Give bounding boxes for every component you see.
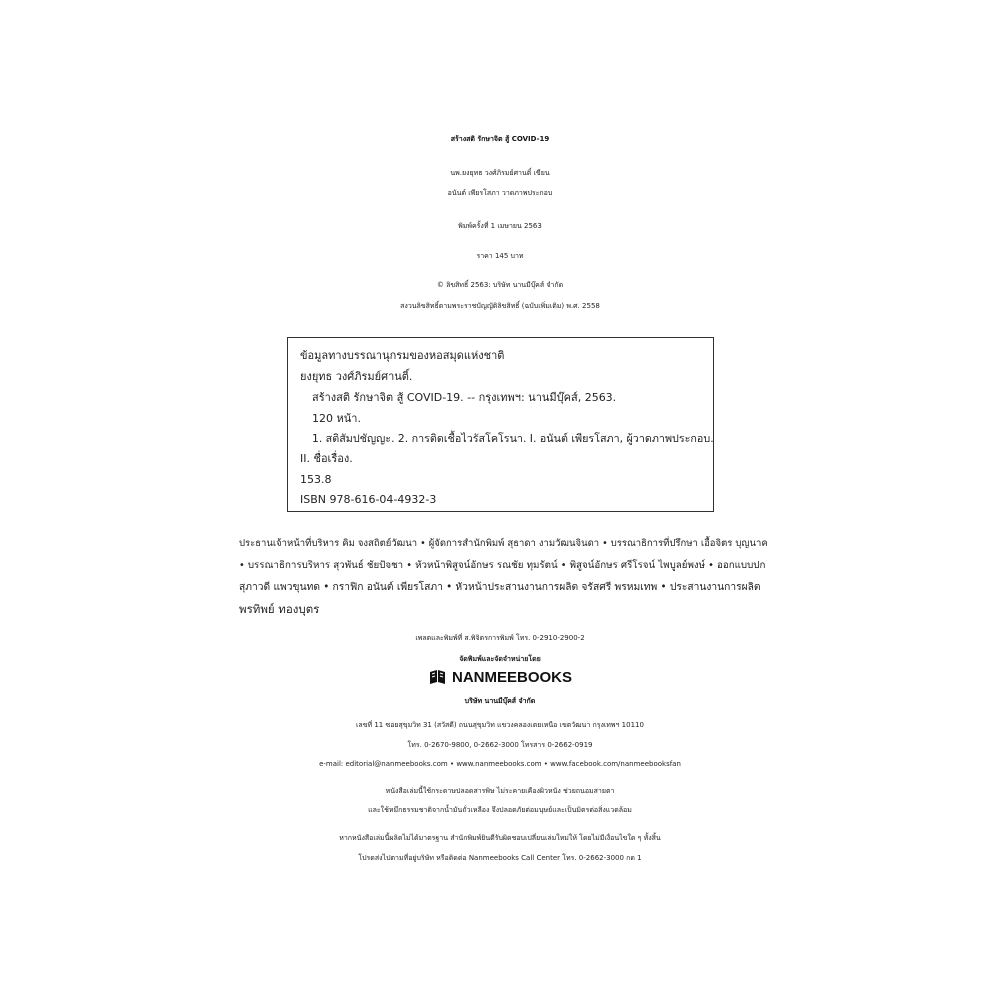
paper-note: และใช้หมึกธรรมชาติจากน้ำมันถั่วเหลือง จึงปลอดภัยต่อมนุษย์และเป็นมิตรต่อสิ่งแวดล้อม [368, 806, 632, 814]
author-credit: นพ.ยงยุทธ วงศ์ภิรมย์ศานติ์ เขียน [450, 169, 550, 177]
printer-info: เพลตและพิมพ์ที่ ส.พิจิตรการพิมพ์ โทร. 0-2910-2900-2 [415, 634, 585, 642]
illustrator-credit: อนันต์ เพียรโสภา วาดภาพประกอบ [447, 189, 553, 197]
catalog-line: ข้อมูลทางบรรณานุกรมของหอสมุดแห่งชาติ [300, 349, 505, 362]
book-logo-icon [428, 667, 448, 687]
catalog-line: 120 หน้า. [312, 412, 361, 425]
rights-notice: สงวนลิขสิทธิ์ตามพระราชบัญญัติลิขสิทธิ์ (ฉบับเพิ่มเติม) พ.ศ. 2558 [400, 302, 600, 310]
publisher-web: e-mail: editorial@nanmeebooks.com • www.nanmeebooks.com • www.facebook.com/nanmeebooksfan [319, 760, 681, 768]
price: ราคา 145 บาท [476, 252, 524, 260]
publisher-name: บริษัท นานมีบุ๊คส์ จำกัด [464, 697, 536, 705]
catalog-line: 1. สติสัมปชัญญะ. 2. การติดเชื้อไวรัสโคโรนา. I. อนันต์ เพียรโสภา, ผู้วาดภาพประกอบ. [312, 432, 714, 445]
staff-line: ประธานเจ้าหน้าที่บริหาร คิม จงสถิตย์วัฒนา • ผู้จัดการสำนักพิมพ์ สุธาดา งามวัฒนจินดา • บรรณาธิการที่ปรึกษา เอื้อจิตร บุญนาค [239, 538, 768, 549]
catalog-line: ยงยุทธ วงศ์ภิรมย์ศานติ์. [300, 370, 413, 383]
staff-line: พรทิพย์ ทองบุตร [239, 602, 320, 616]
defect-note: โปรดส่งไปตามที่อยู่บริษัท หรือติดต่อ Nanmeebooks Call Center โทร. 0-2662-3000 กด 1 [358, 854, 642, 862]
staff-line: สุภาวดี แพวขุนทด • กราฟิก อนันต์ เพียรโสภา • หัวหน้าประสานงานการผลิต จรัสศรี พรหมเทพ • ประสานงานการผลิต [239, 581, 761, 593]
distributed-by-label: จัดพิมพ์และจัดจำหน่ายโดย [459, 655, 541, 663]
catalog-line: 153.8 [300, 473, 332, 486]
copyright-notice: © ลิขสิทธิ์ 2563: บริษัท นานมีบุ๊คส์ จำกัด [436, 281, 564, 289]
edition-info: พิมพ์ครั้งที่ 1 เมษายน 2563 [458, 222, 542, 230]
publisher-logo [0, 666, 1000, 688]
book-title: สร้างสติ รักษาจิต สู้ COVID-19 [450, 135, 550, 143]
catalog-box [287, 337, 714, 512]
staff-line: • บรรณาธิการบริหาร สุวพันธ์ ชัยปัจชา • หัวหน้าพิสูจน์อักษร รณชัย ทุมรัตน์ • พิสูจน์อักษร ศรีโรจน์ ไพบูลย์พงษ์ • ออกแบบปก [239, 560, 766, 571]
catalog-line: ISBN 978-616-04-4932-3 [300, 493, 437, 506]
publisher-address: เลขที่ 11 ซอยสุขุมวิท 31 (สวัสดี) ถนนสุขุมวิท แขวงคลองเตยเหนือ เขตวัฒนา กรุงเทพฯ 10110 [356, 721, 644, 729]
publisher-phone: โทร. 0-2670-9800, 0-2662-3000 โทรสาร 0-2662-0919 [407, 741, 593, 749]
paper-note: หนังสือเล่มนี้ใช้กระดาษปลอดสารพิษ ไม่ระคายเคืองผิวหนัง ช่วยถนอมสายตา [385, 787, 615, 795]
defect-note: หากหนังสือเล่มนี้ผลิตไม่ได้มาตรฐาน สำนักพิมพ์ยินดีรับผิดชอบเปลี่ยนเล่มใหม่ให้ โดยไม่มีเงื่อนไขใด ๆ ทั้งสิ้น [339, 834, 661, 842]
catalog-line: II. ชื่อเรื่อง. [300, 452, 353, 465]
logo-wordmark: NANMEEBOOKS [451, 668, 572, 686]
catalog-line: สร้างสติ รักษาจิต สู้ COVID-19. -- กรุงเทพฯ: นานมีบุ๊คส์, 2563. [312, 391, 617, 404]
